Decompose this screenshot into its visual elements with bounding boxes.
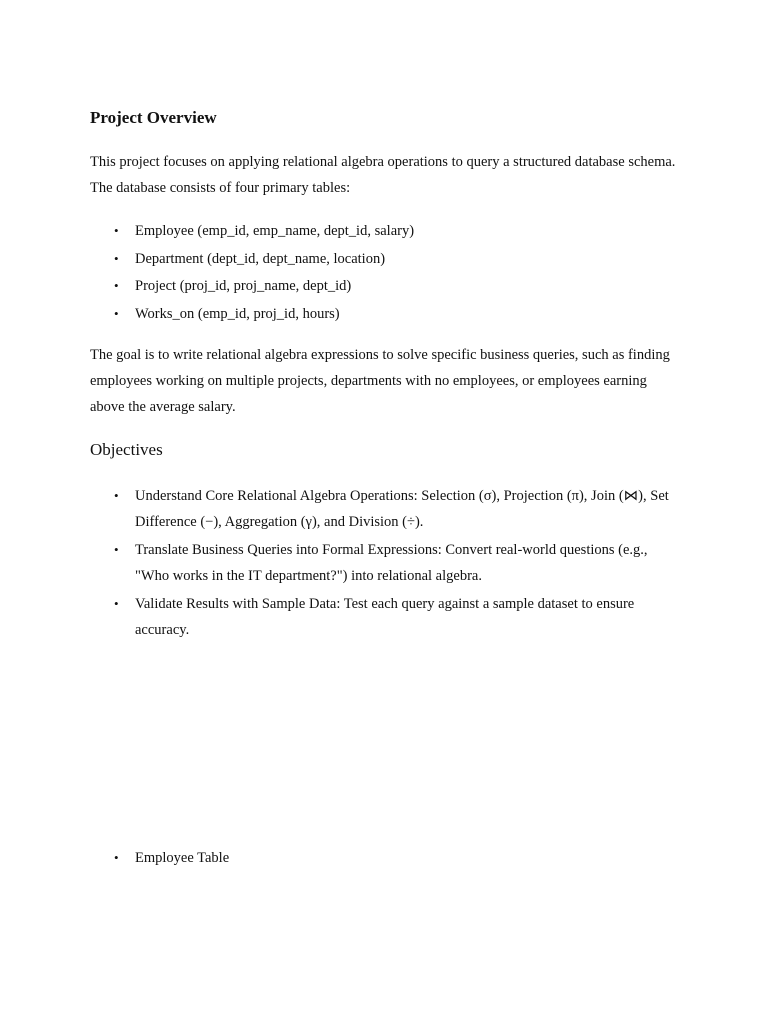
intro-paragraph: This project focuses on applying relational algebra operations to query a structured database schema. The database consists of four primary tables: (90, 154, 676, 196)
bullet-icon: • (114, 305, 119, 321)
list-item-text: Department (dept_id, dept_name, location) (135, 250, 386, 267)
employee-table-list (90, 845, 680, 871)
section-title-objectives: Objectives (90, 440, 163, 459)
list-item-text: Employee (emp_id, emp_name, dept_id, salary) (135, 223, 415, 239)
list-item-text: Understand Core Relational Algebra Operations: Selection (σ), Projection (π), Join (⋈), Set Difference (−), Aggregation (γ), and Division (÷). (135, 488, 669, 530)
goal-paragraph: The goal is to write relational algebra expressions to solve specific business queries, such as finding employees working on multiple projects, departments with no employees, or employees earning above the average salary. (90, 347, 670, 415)
objectives-list (90, 483, 680, 645)
bullet-icon: • (114, 278, 119, 293)
list-item-text: Validate Results with Sample Data: Test each query against a sample dataset to ensure accuracy. (135, 596, 635, 638)
bullet-icon: • (114, 596, 119, 611)
bullet-icon: • (114, 488, 119, 503)
bullet-icon: • (114, 223, 119, 238)
bullet-icon: • (114, 250, 119, 266)
list-item-text: Works_on (emp_id, proj_id, hours) (135, 305, 340, 322)
list-item (90, 273, 680, 301)
list-item-text: Translate Business Queries into Formal Expressions: Convert real-world questions (e.g., "Who works in the IT department?") into relational algebra. (135, 542, 648, 584)
list-item (90, 537, 680, 589)
list-item-text: Employee Table (135, 850, 230, 866)
bullet-icon: • (114, 542, 119, 557)
list-item-text: Project (proj_id, proj_name, dept_id) (135, 278, 352, 294)
list-item (90, 246, 680, 274)
list-item (90, 218, 680, 246)
list-item (90, 483, 680, 535)
table-list (90, 218, 680, 328)
list-item (90, 591, 680, 643)
list-item (90, 301, 680, 329)
list-item (90, 845, 680, 871)
bullet-icon: • (114, 850, 119, 865)
section-title-project-overview: Project Overview (90, 108, 217, 127)
